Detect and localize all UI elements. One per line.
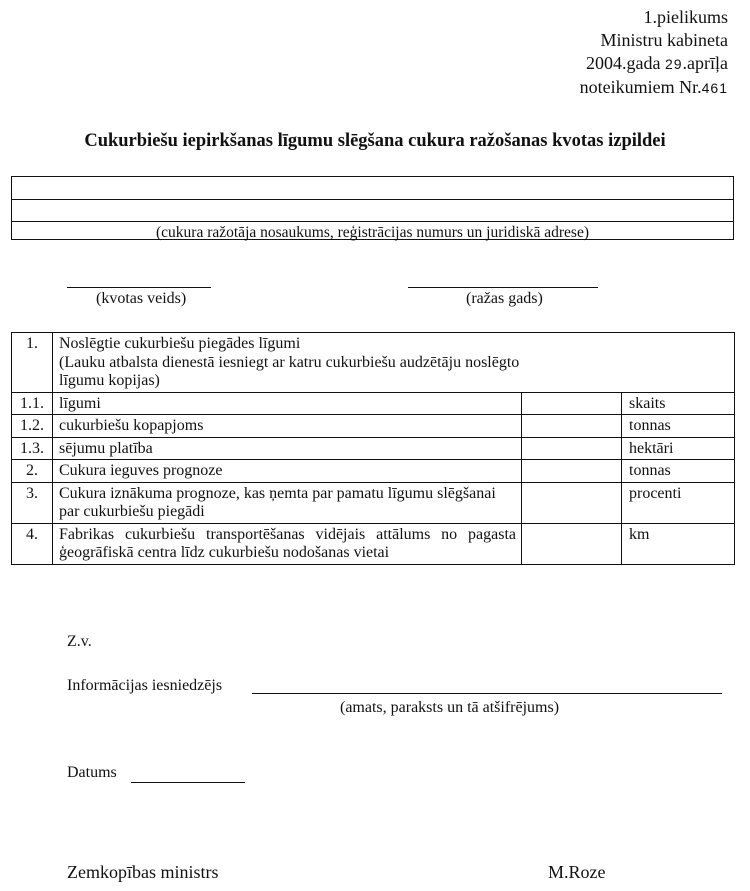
row-description [53, 333, 735, 393]
harvest-year-line [408, 287, 598, 288]
annex-reference [580, 6, 728, 100]
informant-label: Informācijas iesniedzējs [67, 677, 223, 694]
minister-name: M.Roze [548, 862, 606, 882]
row-description: cukurbiešu kopapjoms [53, 415, 522, 438]
row1-line2: (Lauku atbalsta dienestā iesniegt ar katru cukurbiešu audzētāju noslēgto [59, 353, 520, 371]
date-label: Datums [67, 764, 117, 781]
annex-issuer: Ministru kabineta [600, 30, 728, 50]
row-description: Cukura iznākuma prognoze, kas ņemta par pamatu līgumu slēgšanai par cukurbiešu piegādi [53, 482, 522, 523]
informant-caption: (amats, paraksts un tā atšifrējums) [340, 699, 560, 716]
sugar-beet-contracts-table [11, 332, 735, 565]
producer-line-2 [12, 221, 733, 222]
row-number: 2. [12, 460, 53, 483]
producer-line-1 [12, 199, 733, 200]
producer-info-box [11, 176, 734, 240]
row-value [522, 392, 622, 415]
row-value [522, 437, 622, 460]
row-unit: tonnas [622, 415, 735, 438]
row-description: Fabrikas cukurbiešu transportēšanas vidējais attālums no pagasta ģeogrāfiskā centra līdz cukurbiešu nodošanas vietai [53, 523, 522, 564]
annex-regulation-number: 461 [701, 80, 728, 96]
row-number: 1. [12, 333, 53, 393]
row-value [522, 523, 622, 564]
producer-caption: (cukura ražotāja nosaukums, reģistrācijas numurs un juridiskā adrese) [156, 224, 589, 241]
row1-line3: līgumu kopijas) [59, 372, 160, 389]
row-description: sējumu platība [53, 437, 522, 460]
row-number: 1.3. [12, 437, 53, 460]
annex-date-day: 29 [664, 56, 683, 72]
annex-date-prefix: 2004.gada [585, 53, 665, 73]
annex-date [580, 52, 728, 76]
row-unit: km [622, 523, 735, 564]
table-row [12, 392, 735, 415]
table-row [12, 460, 735, 483]
table-row [12, 482, 735, 523]
table-row [12, 523, 735, 564]
quota-type-caption: (kvotas veids) [96, 290, 187, 307]
harvest-year-caption: (ražas gads) [466, 290, 543, 307]
row-number: 3. [12, 482, 53, 523]
row-description: līgumi [53, 392, 522, 415]
table-row [12, 437, 735, 460]
row-unit: skaits [622, 392, 735, 415]
row-number: 1.2. [12, 415, 53, 438]
row-unit: tonnas [622, 460, 735, 483]
minister-label: Zemkopības ministrs [67, 862, 219, 882]
row-unit: procenti [622, 482, 735, 523]
stamp-label: Z.v. [67, 633, 92, 650]
informant-signature-line [252, 693, 722, 694]
quota-type-line [67, 287, 211, 288]
row-number: 4. [12, 523, 53, 564]
date-line [131, 782, 245, 783]
document-title: Cukurbiešu iepirkšanas līgumu slēgšana cukura ražošanas kvotas izpildei [84, 131, 666, 151]
row-number: 1.1. [12, 392, 53, 415]
row-value [522, 482, 622, 523]
row-unit: hektāri [622, 437, 735, 460]
row-description: Cukura ieguves prognoze [53, 460, 522, 483]
table-row [12, 333, 735, 393]
annex-regulation-prefix: noteikumiem Nr. [579, 77, 702, 97]
annex-number: 1.pielikums [643, 7, 728, 27]
table-row [12, 415, 735, 438]
annex-regulation [580, 76, 728, 100]
annex-date-suffix: .aprīļa [682, 53, 728, 73]
row1-line1: Noslēgtie cukurbiešu piegādes līgumi [59, 335, 301, 352]
row-value [522, 415, 622, 438]
row-value [522, 460, 622, 483]
